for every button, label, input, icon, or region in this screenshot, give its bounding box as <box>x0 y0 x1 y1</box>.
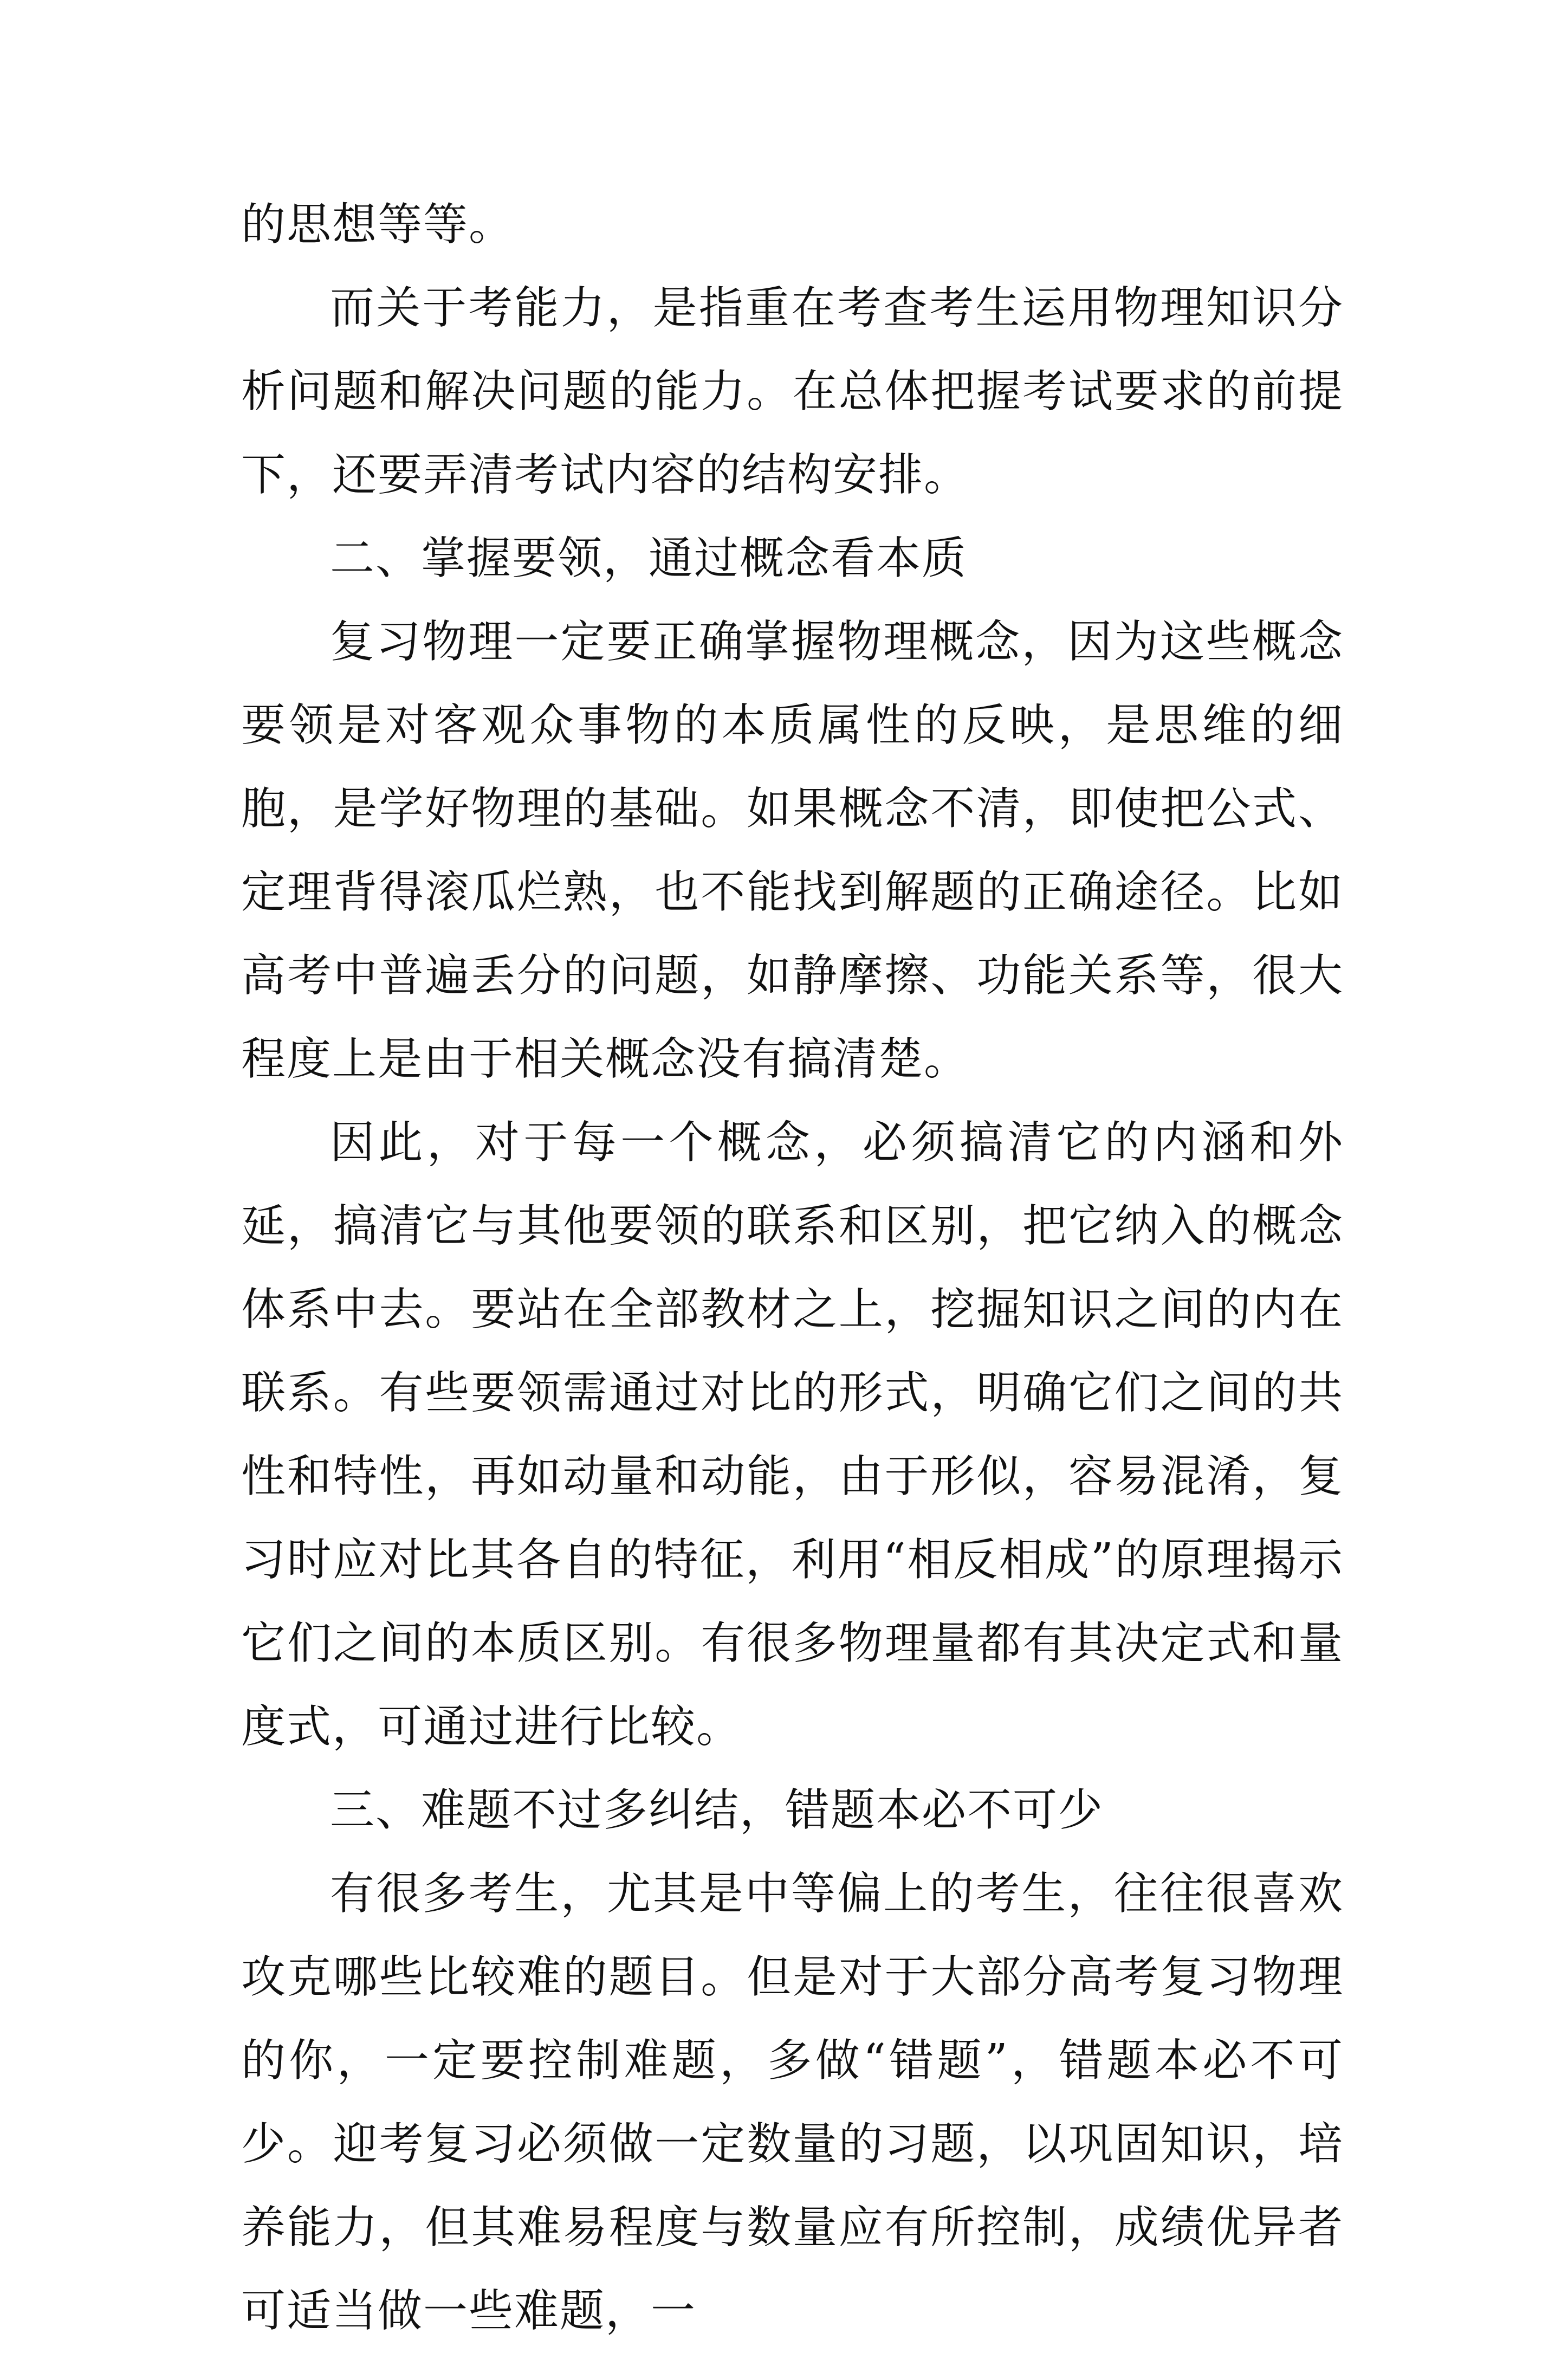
paragraph-5: 有很多考生，尤其是中等偏上的考生，往往很喜欢攻克哪些比较难的题目。但是对于大部分高考复习物理的你，一定要控制难题，多做“错题”，错题本必不可少。迎考复习必须做一定数量的习题，以巩固知识，培养能力，但其难易程度与数量应有所控制，成绩优异者可适当做一些难题，一 <box>241 1868 1344 2337</box>
paragraph-3: 复习物理一定要正确掌握物理概念，因为这些概念要领是对客观众事物的本质属性的反映，是思维的细胞，是学好物理的基础。如果概念不清，即使把公式、定理背得滚瓜烂熟，也不能找到解题的正确途径。比如高考中普遍丢分的问题，如静摩擦、功能关系等，很大程度上是由于相关概念没有搞清楚。 <box>241 616 1344 1085</box>
paragraph-1: 的思想等等。 <box>241 199 515 250</box>
paragraph-4: 因此，对于每一个概念，必须搞清它的内涵和外延，搞清它与其他要领的联系和区别，把它纳入的概念体系中去。要站在全部教材之上，挖掘知识之间的内在联系。有些要领需通过对比的形式，明确它们之间的共性和特性，再如动量和动能，由于形似，容易混淆，复习时应对比其各自的特征，利用“相反相成”的原理揭示它们之间的本质区别。有很多物理量都有其决定式和量度式，可通过进行比较。 <box>241 1117 1344 1753</box>
section-heading-2: 二、掌握要领，通过概念看本质 <box>330 533 968 584</box>
document-body <box>241 183 1344 2353</box>
section-heading-3: 三、难题不过多纠结，错题本必不可少 <box>330 1785 1104 1836</box>
paragraph-2: 而关于考能力，是指重在考查考生运用物理知识分析问题和解决问题的能力。在总体把握考试要求的前提下，还要弄清考试内容的结构安排。 <box>241 282 1344 501</box>
